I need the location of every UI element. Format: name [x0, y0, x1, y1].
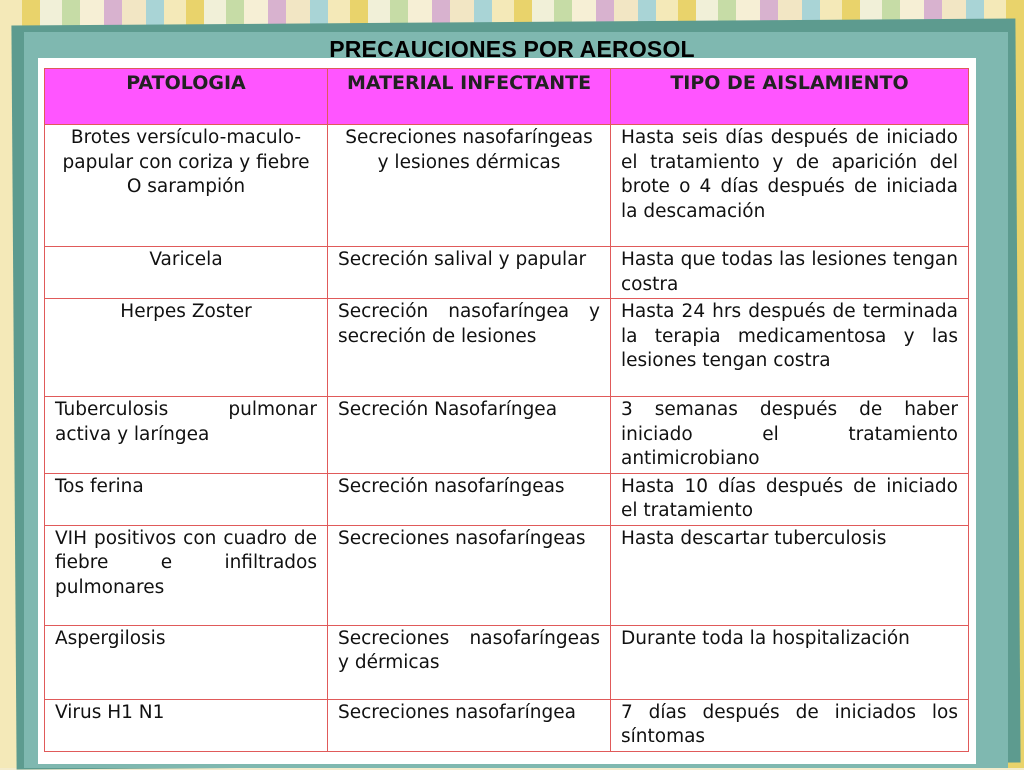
cell-aislamiento: 7 días después de iniciados los síntomas [611, 699, 969, 751]
table-row [45, 397, 969, 474]
cell-aislamiento: Hasta que todas las lesiones tengan costra [611, 247, 969, 299]
cell-patologia: Virus H1 N1 [45, 699, 328, 751]
cell-patologia: Brotes versículo-maculo- papular con coriza y fiebre O sarampión [45, 125, 328, 247]
cell-material: Secreciones nasofaríngeas y lesiones dérmicas [328, 125, 611, 247]
cell-aislamiento: Hasta seis días después de iniciado el tratamiento y de aparición del brote o 4 días después de iniciada la descamación [611, 125, 969, 247]
cell-material: Secreción Nasofaríngea [328, 397, 611, 474]
table-row [45, 473, 969, 525]
header-patologia: PATOLOGIA [45, 69, 328, 125]
cell-material: Secreción nasofaríngeas [328, 473, 611, 525]
table-row [45, 699, 969, 751]
cell-material: Secreciones nasofaríngea [328, 699, 611, 751]
cell-material: Secreciones nasofaríngeas y dérmicas [328, 625, 611, 699]
cell-aislamiento: Hasta 10 días después de iniciado el tratamiento [611, 473, 969, 525]
cell-patologia: Tos ferina [45, 473, 328, 525]
table-header-row [45, 69, 969, 125]
cell-patologia: Aspergilosis [45, 625, 328, 699]
table-row [45, 525, 969, 625]
cell-aislamiento: Durante toda la hospitalización [611, 625, 969, 699]
cell-patologia: Tuberculosis pulmonar activa y laríngea [45, 397, 328, 474]
table-row [45, 299, 969, 397]
header-material: MATERIAL INFECTANTE [328, 69, 611, 125]
table-row [45, 247, 969, 299]
cell-patologia: VIH positivos con cuadro de fiebre e infiltrados pulmonares [45, 525, 328, 625]
table-row [45, 625, 969, 699]
page-title: PRECAUCIONES POR AEROSOL [329, 36, 695, 62]
cell-aislamiento: Hasta descartar tuberculosis [611, 525, 969, 625]
precautions-table [44, 68, 969, 752]
cell-aislamiento: Hasta 24 hrs después de terminada la terapia medicamentosa y las lesiones tengan costra [611, 299, 969, 397]
cell-patologia: Herpes Zoster [45, 299, 328, 397]
table-row [45, 125, 969, 247]
cell-material: Secreción salival y papular [328, 247, 611, 299]
header-aislamiento: TIPO DE AISLAMIENTO [611, 69, 969, 125]
cell-patologia: Varicela [45, 247, 328, 299]
cell-material: Secreción nasofaríngea y secreción de lesiones [328, 299, 611, 397]
cell-aislamiento: 3 semanas después de haber iniciado el tratamiento antimicrobiano [611, 397, 969, 474]
cell-material: Secreciones nasofaríngeas [328, 525, 611, 625]
